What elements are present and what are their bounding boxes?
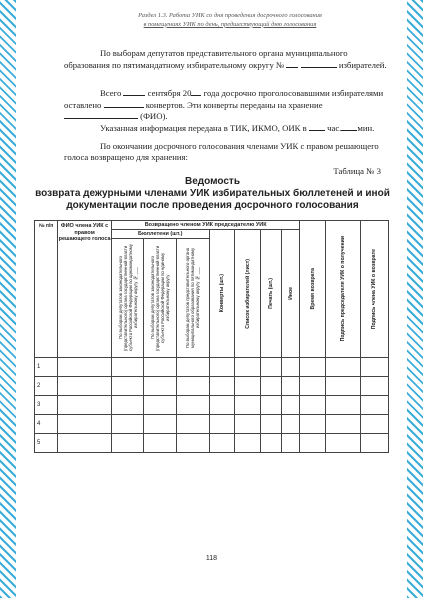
col-header-return-time: Время возврата [300, 221, 326, 358]
col-header-ballot-single-mandate: По выборам депутатов законодательного (представительного) органа государственной власти субъекта Российской Федерации по одномандатному избирательному округу № ___ [111, 239, 144, 358]
table-row [35, 434, 389, 453]
table-row [35, 396, 389, 415]
col-header-ballot-unified: По выборам депутатов законодательного (представительного) органа государственной власти субъекта Российской Федерации по единому избирательному округу [144, 239, 177, 358]
statement-title: Ведомость [185, 176, 240, 187]
paragraph-elections: По выборам депутатов представительного органа муниципального образования по пятимандатному избирательному округу № избирателей. [64, 48, 387, 70]
table-row [35, 415, 389, 434]
header-line-2: в помещениях УИК по день, предшествующий дню голосования [143, 20, 317, 28]
row-number: 1 [35, 358, 58, 377]
header-line-1: Раздел 1.3. Работа УИК со дня проведения досрочного голосования [138, 12, 322, 19]
col-header-ballot-five-mandate: По выборам депутатов представительного органа муниципального образования по пятимандатному избирательному округу № ___ [177, 239, 210, 358]
table-row [35, 358, 389, 377]
col-header-voter-list: Список избирателей (лист) [235, 230, 261, 358]
paragraph-returned: По окончании досрочного голосования членами УИК с правом решающего голоса возвращено для хранения: [64, 141, 379, 162]
page-number: 118 [205, 555, 218, 562]
col-header-returned-group: Возвращено членом УИК председателю УИК [111, 221, 300, 230]
paragraph-info-passed: Указанная информация передана в ТИК, ИКМО, ОИК в час. мин. [100, 123, 375, 133]
col-header-ballots: Бюллетени (шт.) [111, 230, 209, 239]
row-number: 3 [35, 396, 58, 415]
statement-subtitle: возврата дежурными членами УИК избирательных бюллетеней и иной документации после проведения досрочного голосования [35, 188, 390, 211]
right-decorative-border [407, 0, 423, 598]
running-header [80, 12, 380, 29]
table-row [35, 377, 389, 396]
row-number: 2 [35, 377, 58, 396]
col-header-fio: ФИО члена УИК с правом решающего голоса [58, 221, 112, 358]
row-number: 5 [35, 434, 58, 453]
col-header-seal: Печать (шт.) [260, 230, 281, 358]
col-header-other: Иное [281, 230, 300, 358]
col-header-number: № п/п [35, 221, 58, 358]
col-header-member-signature: Подпись члена УИК о возврате [360, 221, 388, 358]
col-header-envelopes: Конверты (шт.) [209, 230, 235, 358]
row-number: 4 [35, 415, 58, 434]
left-decorative-border [0, 0, 16, 598]
return-statement-table [34, 220, 389, 453]
col-header-chair-signature: Подпись председателя УИК о получении [326, 221, 361, 358]
paragraph-envelopes: Всего сентября 20 года досрочно проголосовавшими избирателями оставлено конвертов. Эти конверты переданы на хранение (ФИО). [64, 88, 384, 121]
table-number: Таблица № 3 [333, 166, 381, 176]
